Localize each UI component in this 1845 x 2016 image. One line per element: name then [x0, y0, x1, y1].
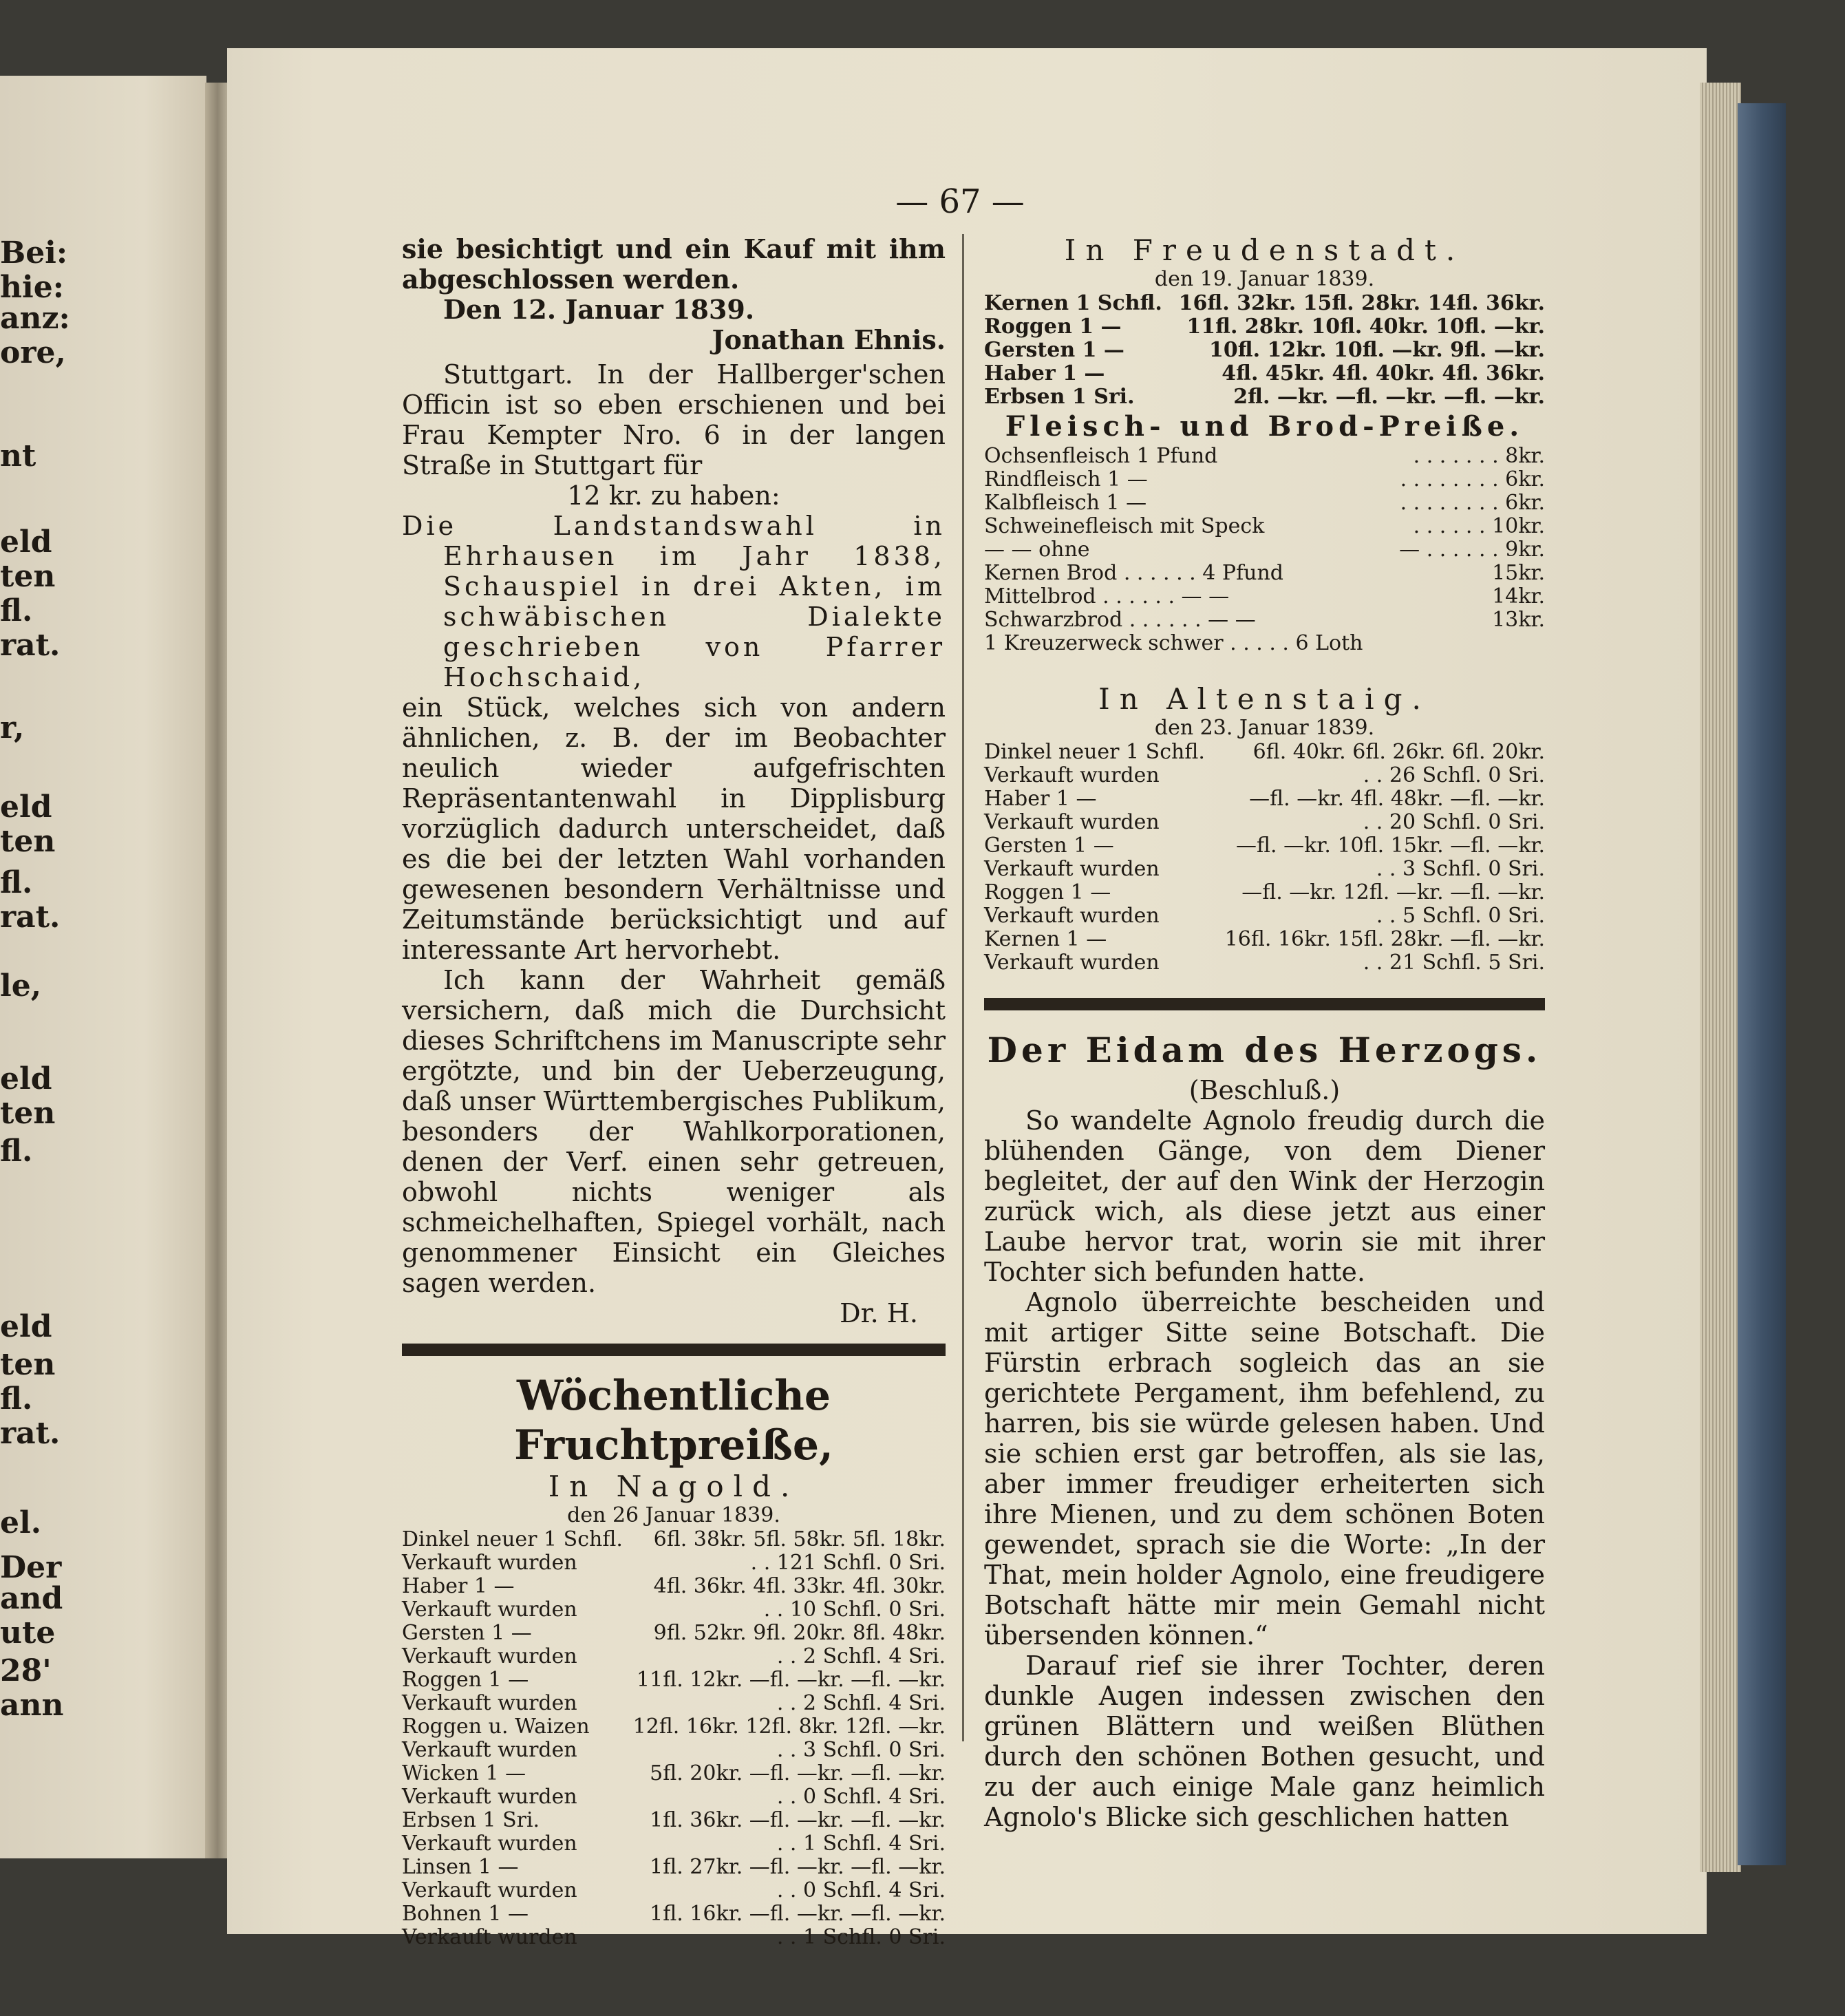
- meat-values: 13kr.: [1492, 608, 1545, 632]
- nagold-values: 1fl. 16kr. —fl. —kr. —fl. —kr.: [650, 1902, 946, 1926]
- column-divider: [962, 234, 964, 1741]
- altenstaig-row: [984, 881, 1545, 904]
- meat-row: [984, 445, 1545, 468]
- nagold-label: Verkauft wurden: [402, 1878, 577, 1902]
- left-page-fragment: hie:: [0, 270, 64, 305]
- left-page-fragment: eld: [0, 524, 52, 560]
- book-description: ein Stück, welches sich von andern ähnlichen, z. B. der im Beobachter neulich wieder aufgefrischten Repräsentantenwahl in Dipplisburg vorzüglich dadurch unterscheidet, daß es die bei der letzten Wahl vorhanden gewesenen besondern Verhältnisse und Zeitumstände berücksichtigt und auf interessante Art hervorhebt.: [402, 692, 946, 965]
- signature: Jonathan Ehnis.: [712, 324, 946, 355]
- left-page-fragment: eld: [0, 1061, 52, 1096]
- altenstaig-row: [984, 764, 1545, 787]
- left-page-fragment: ten: [0, 559, 56, 594]
- altenstaig-town: In Altenstaig.: [1098, 682, 1431, 716]
- meat-values: [1389, 632, 1545, 655]
- nagold-values: 4fl. 36kr. 4fl. 33kr. 4fl. 30kr.: [653, 1574, 946, 1598]
- right-column: [984, 234, 1545, 1832]
- left-page-fragment: eld: [0, 1309, 52, 1344]
- nagold-label: Verkauft wurden: [402, 1691, 577, 1715]
- freudenstadt-label: Haber 1 —: [984, 361, 1105, 385]
- story-subtitle: (Beschluß.): [1188, 1075, 1341, 1105]
- section-rule: [402, 1344, 946, 1356]
- meat-heading: Fleisch- und Brod-Preiße.: [1005, 410, 1524, 443]
- meat-values: . . . . . . . . 6kr.: [1400, 491, 1545, 515]
- left-column: [402, 234, 946, 1949]
- meat-row: [984, 608, 1545, 632]
- freudenstadt-row: [984, 315, 1545, 339]
- left-page-fragment: rat.: [0, 1416, 61, 1451]
- meat-label: Kalbfleisch 1 —: [984, 491, 1147, 515]
- nagold-values: . . 3 Schfl. 0 Sri.: [776, 1738, 946, 1762]
- freudenstadt-row: [984, 362, 1545, 385]
- left-page-fragment: rat.: [0, 900, 61, 935]
- freudenstadt-values: 2fl. —kr. —fl. —kr. —fl. —kr.: [1233, 385, 1545, 409]
- altenstaig-row: [984, 787, 1545, 811]
- nagold-label: Verkauft wurden: [402, 1551, 577, 1575]
- nagold-row: [402, 1528, 946, 1551]
- page-edges: [1700, 83, 1741, 1872]
- left-page-fragment: and: [0, 1581, 63, 1616]
- altenstaig-label: Roggen 1 —: [984, 880, 1111, 904]
- meat-row: [984, 491, 1545, 515]
- altenstaig-row: [984, 951, 1545, 975]
- altenstaig-row: [984, 928, 1545, 951]
- nagold-row: [402, 1809, 946, 1832]
- nagold-row: [402, 1575, 946, 1598]
- left-page-fragment: le,: [0, 968, 42, 1004]
- story-title: Der Eidam des Herzogs.: [987, 1030, 1542, 1070]
- book-cover: [1738, 103, 1786, 1865]
- nagold-values: . . 1 Schfl. 4 Sri.: [776, 1832, 946, 1856]
- page-number: — 67 —: [895, 182, 1025, 221]
- altenstaig-label: Kernen 1 —: [984, 927, 1107, 951]
- altenstaig-values: —fl. —kr. 4fl. 48kr. —fl. —kr.: [1249, 787, 1545, 811]
- meat-label: Mittelbrod . . . . . . — —: [984, 584, 1230, 608]
- nagold-row: [402, 1762, 946, 1785]
- meat-row: [984, 468, 1545, 491]
- nagold-values: 9fl. 52kr. 9fl. 20kr. 8fl. 48kr.: [653, 1621, 946, 1645]
- freudenstadt-values: 4fl. 45kr. 4fl. 40kr. 4fl. 36kr.: [1222, 361, 1545, 385]
- meat-row: [984, 585, 1545, 608]
- nagold-values: . . 121 Schfl. 0 Sri.: [750, 1551, 946, 1575]
- nagold-row: [402, 1902, 946, 1926]
- nagold-row: [402, 1832, 946, 1856]
- nagold-values: . . 1 Schfl. 0 Sri.: [776, 1925, 946, 1949]
- left-page-fragment: fl.: [0, 1134, 33, 1169]
- left-page-fragment: nt: [0, 438, 36, 474]
- meat-row: [984, 515, 1545, 538]
- nagold-label: Wicken 1 —: [402, 1761, 526, 1785]
- meat-values: . . . . . . . 8kr.: [1413, 444, 1545, 468]
- section-rule-right: [984, 998, 1545, 1010]
- left-page-fragment: r,: [0, 710, 25, 745]
- nagold-values: . . 2 Schfl. 4 Sri.: [776, 1644, 946, 1668]
- nagold-label: Erbsen 1 Sri.: [402, 1808, 540, 1832]
- freudenstadt-row: [984, 292, 1545, 315]
- meat-values: . . . . . . . . 6kr.: [1400, 467, 1545, 491]
- freudenstadt-town: In Freudenstadt.: [1064, 233, 1465, 267]
- altenstaig-label: Haber 1 —: [984, 787, 1097, 811]
- left-page-fragment: ore,: [0, 335, 66, 370]
- nagold-row: [402, 1692, 946, 1715]
- nagold-label: Haber 1 —: [402, 1574, 515, 1598]
- left-page-fragment: el.: [0, 1505, 42, 1540]
- nagold-row: [402, 1598, 946, 1622]
- meat-label: Kernen Brod . . . . . . 4 Pfund: [984, 561, 1284, 585]
- nagold-values: 6fl. 38kr. 5fl. 58kr. 5fl. 18kr.: [653, 1527, 946, 1551]
- freudenstadt-values: 11fl. 28kr. 10fl. 40kr. 10fl. —kr.: [1186, 315, 1545, 339]
- left-page-fragment: anz:: [0, 301, 70, 336]
- left-page-fragment: 28': [0, 1653, 52, 1688]
- left-page-fragment: ten: [0, 1347, 56, 1382]
- meat-row: [984, 538, 1545, 562]
- nagold-row: [402, 1879, 946, 1902]
- nagold-label: Linsen 1 —: [402, 1855, 519, 1879]
- meat-label: Schweinefleisch mit Speck: [984, 514, 1265, 538]
- freudenstadt-label: Erbsen 1 Sri.: [984, 385, 1135, 409]
- nagold-label: Gersten 1 —: [402, 1621, 532, 1645]
- nagold-values: 11fl. 12kr. —fl. —kr. —fl. —kr.: [637, 1668, 946, 1692]
- nagold-row: [402, 1551, 946, 1575]
- freudenstadt-label: Gersten 1 —: [984, 338, 1124, 362]
- freudenstadt-price-table: [984, 292, 1545, 409]
- nagold-values: 5fl. 20kr. —fl. —kr. —fl. —kr.: [650, 1761, 946, 1785]
- nagold-row: [402, 1715, 946, 1739]
- review-text: Ich kann der Wahrheit gemäß versichern, daß mich die Durchsicht dieses Schriftchens im Manuscripte sehr ergötzte, und bin der Ueberzeugung, daß unser Württembergisches Publikum, besonders der Wahlkorporationen, denen der Verf. einen sehr getreuen, obwohl nichts weniger als schmeichelhaften, Spiegel vorhält, nach genommener Einsicht ein Gleiches sagen werden.: [402, 965, 946, 1298]
- left-page-fragment: ten: [0, 824, 56, 859]
- nagold-row: [402, 1668, 946, 1692]
- nagold-values: 1fl. 36kr. —fl. —kr. —fl. —kr.: [650, 1808, 946, 1832]
- altenstaig-price-table: [984, 741, 1545, 975]
- nagold-row: [402, 1645, 946, 1668]
- meat-row: [984, 562, 1545, 585]
- altenstaig-row: [984, 904, 1545, 928]
- altenstaig-row: [984, 741, 1545, 764]
- story-paragraph-1: So wandelte Agnolo freudig durch die blühenden Gänge, von dem Diener begleitet, der auf den Wink der Herzogin zurück wich, als diese jetzt aus einer Laube hervor trat, worin sie mit ihrer Tochter sich befunden hatte.: [984, 1105, 1545, 1287]
- meat-values: 14kr.: [1492, 584, 1545, 608]
- meat-values: 15kr.: [1492, 561, 1545, 585]
- freudenstadt-label: Roggen 1 —: [984, 315, 1122, 339]
- reviewer: Dr. H.: [840, 1298, 918, 1328]
- meat-label: Schwarzbrod . . . . . . — —: [984, 608, 1256, 632]
- nagold-date: den 26 Januar 1839.: [567, 1503, 780, 1527]
- altenstaig-date: den 23. Januar 1839.: [1154, 716, 1375, 740]
- left-page-fragment: eld: [0, 789, 52, 825]
- altenstaig-values: . . 20 Schfl. 0 Sri.: [1363, 810, 1545, 834]
- nagold-label: Bohnen 1 —: [402, 1902, 529, 1926]
- freudenstadt-row: [984, 339, 1545, 362]
- nagold-label: Verkauft wurden: [402, 1598, 577, 1622]
- left-page-fragment: ute: [0, 1615, 56, 1651]
- nagold-values: 12fl. 16kr. 12fl. 8kr. 12fl. —kr.: [632, 1715, 946, 1739]
- altenstaig-label: Verkauft wurden: [984, 951, 1160, 975]
- nagold-values: . . 0 Schfl. 4 Sri.: [776, 1878, 946, 1902]
- nagold-row: [402, 1856, 946, 1879]
- nagold-row: [402, 1739, 946, 1762]
- continuation-text: sie besichtigt und ein Kauf mit ihm abgeschlossen werden.: [402, 233, 946, 295]
- nagold-label: Verkauft wurden: [402, 1832, 577, 1856]
- nagold-label: Verkauft wurden: [402, 1738, 577, 1762]
- nagold-label: Roggen u. Waizen: [402, 1715, 590, 1739]
- story-paragraph-2: Agnolo überreichte bescheiden und mit artiger Sitte seine Botschaft. Die Fürstin erbrach sogleich das an sie gerichtete Pergament, ihm befehlend, zu harren, bis sie würde gelesen haben. Und sie schien erst gar betroffen, als sie las, aber immer freudiger erheiterten sich ihre Mienen, und zu dem schönen Boten gewendet, sprach sie die Worte: „In der That, mein holder Agnolo, eine freudigere Botschaft hätte mir mein Gemahl nicht übersenden können.“: [984, 1287, 1545, 1651]
- nagold-row: [402, 1785, 946, 1809]
- left-page-fragment: ann: [0, 1688, 64, 1723]
- altenstaig-row: [984, 858, 1545, 881]
- nagold-label: Dinkel neuer 1 Schfl.: [402, 1527, 623, 1551]
- left-page-fragment: fl.: [0, 593, 33, 628]
- freudenstadt-date: den 19. Januar 1839.: [1154, 267, 1375, 291]
- meat-label: — — ohne: [984, 538, 1090, 562]
- nagold-values: . . 2 Schfl. 4 Sri.: [776, 1691, 946, 1715]
- altenstaig-values: —fl. —kr. 12fl. —kr. —fl. —kr.: [1241, 880, 1545, 904]
- story-paragraph-3: Darauf rief sie ihrer Tochter, deren dunkle Augen indessen zwischen den grünen Blättern und weißen Blüthen durch den schönen Bothen gesucht, und zu der auch einige Male ganz heimlich Agnolo's Blicke sich geschlichen hatten: [984, 1651, 1545, 1832]
- freudenstadt-values: 16fl. 32kr. 15fl. 28kr. 14fl. 36kr.: [1178, 291, 1545, 315]
- altenstaig-label: Gersten 1 —: [984, 834, 1114, 858]
- meat-values: . . . . . . 10kr.: [1413, 514, 1545, 538]
- left-page-fragment: fl.: [0, 865, 33, 900]
- altenstaig-values: . . 5 Schfl. 0 Sri.: [1376, 904, 1545, 928]
- nagold-values: 1fl. 27kr. —fl. —kr. —fl. —kr.: [650, 1855, 946, 1879]
- meat-values: — . . . . . . 9kr.: [1399, 538, 1545, 562]
- meat-bread-price-table: [984, 445, 1545, 655]
- prices-heading: Wöchentliche Fruchtpreiße,: [514, 1372, 833, 1469]
- meat-label: Ochsenfleisch 1 Pfund: [984, 444, 1218, 468]
- meat-row: [984, 632, 1545, 655]
- meat-label: Rindfleisch 1 —: [984, 467, 1148, 491]
- altenstaig-values: —fl. —kr. 10fl. 15kr. —fl. —kr.: [1236, 834, 1545, 858]
- nagold-label: Verkauft wurden: [402, 1785, 577, 1809]
- left-page-fragment: rat.: [0, 628, 61, 663]
- notice-price: 12 kr. zu haben:: [567, 480, 780, 511]
- altenstaig-label: Verkauft wurden: [984, 763, 1160, 787]
- altenstaig-values: . . 3 Schfl. 0 Sri.: [1376, 857, 1545, 881]
- altenstaig-label: Verkauft wurden: [984, 857, 1160, 881]
- left-page-fragment: fl.: [0, 1381, 33, 1416]
- freudenstadt-values: 10fl. 12kr. 10fl. —kr. 9fl. —kr.: [1209, 338, 1545, 362]
- altenstaig-row: [984, 811, 1545, 834]
- left-page-fragment: ten: [0, 1096, 56, 1131]
- altenstaig-label: Dinkel neuer 1 Schfl.: [984, 740, 1205, 764]
- book-title: Die Landstandswahl in Ehrhausen im Jahr 1838, Schauspiel in drei Akten, im schwäbischen Dialekte geschrieben von Pfarrer Hochschaid,: [402, 511, 946, 692]
- nagold-row: [402, 1926, 946, 1949]
- nagold-values: . . 0 Schfl. 4 Sri.: [776, 1785, 946, 1809]
- meat-label: 1 Kreuzerweck schwer . . . . . 6 Loth: [984, 631, 1363, 655]
- altenstaig-values: . . 26 Schfl. 0 Sri.: [1363, 763, 1545, 787]
- altenstaig-values: 16fl. 16kr. 15fl. 28kr. —fl. —kr.: [1224, 927, 1545, 951]
- altenstaig-row: [984, 834, 1545, 858]
- nagold-row: [402, 1622, 946, 1645]
- date-line: Den 12. Januar 1839.: [443, 294, 755, 325]
- altenstaig-values: 6fl. 40kr. 6fl. 26kr. 6fl. 20kr.: [1252, 740, 1545, 764]
- left-page-fragment: Bei:: [0, 235, 68, 270]
- nagold-town: In Nagold.: [548, 1469, 800, 1503]
- altenstaig-label: Verkauft wurden: [984, 810, 1160, 834]
- nagold-label: Verkauft wurden: [402, 1925, 577, 1949]
- altenstaig-label: Verkauft wurden: [984, 904, 1160, 928]
- nagold-price-table: [402, 1528, 946, 1949]
- nagold-label: Verkauft wurden: [402, 1644, 577, 1668]
- left-page-fragment: Der: [0, 1550, 62, 1585]
- altenstaig-values: . . 21 Schfl. 5 Sri.: [1363, 951, 1545, 975]
- freudenstadt-label: Kernen 1 Schfl.: [984, 291, 1162, 315]
- nagold-values: . . 10 Schfl. 0 Sri.: [763, 1598, 946, 1622]
- freudenstadt-row: [984, 385, 1545, 409]
- nagold-label: Roggen 1 —: [402, 1668, 529, 1692]
- notice-intro: Stuttgart. In der Hallberger'schen Officin ist so eben erschienen und bei Frau Kempter Nro. 6 in der langen Straße in Stuttgart für: [402, 359, 946, 480]
